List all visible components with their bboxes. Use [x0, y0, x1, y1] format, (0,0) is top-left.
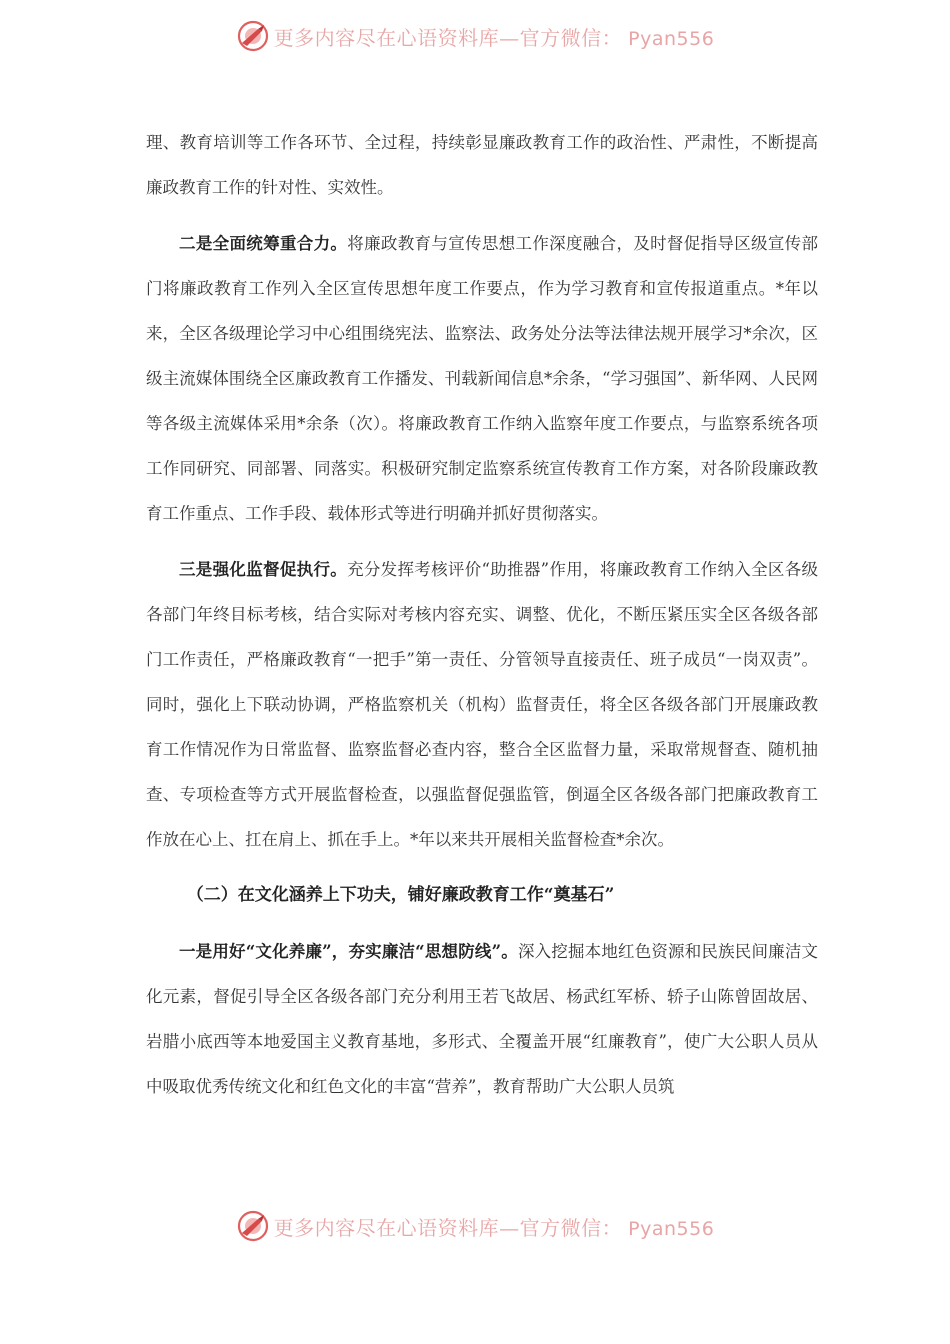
header-banner — [0, 14, 950, 58]
banner-text: 更多内容尽在心语资料库—官方微信： Pyan556 — [273, 1215, 715, 1240]
paragraph-text: 深入挖掘本地红色资源和民族民间廉洁文化元素，督促引导全区各级各部门充分利用王若飞故居、杨武红军桥、轿子山陈曾固故居、岩腊小底西等本地爱国主义教育基地，多形式、全覆盖开展“红廉教育”，使广大公职人员从中吸取优秀传统文化和红色文化的丰富“营养”，教育帮助广大公职人员筑 — [146, 942, 819, 1096]
paragraph-lead: 一是用好“文化养廉”，夯实廉洁“思想防线”。 — [179, 942, 518, 961]
paragraph-lead: 二是全面统筹重合力。 — [179, 234, 348, 253]
section-heading: （二）在文化涵养上下功夫，铺好廉政教育工作“奠基石” — [186, 885, 615, 905]
paragraph-continued: 理、教育培训等工作各环节、全过程，持续彰显廉政教育工作的政治性、严肃性，不断提高廉政教育工作的针对性、实效性。 — [146, 133, 818, 197]
paragraph-text: 充分发挥考核评价“助推器”作用，将廉政教育工作纳入全区各级各部门年终目标考核，结合实际对考核内容充实、调整、优化，不断压紧压实全区各级各部门工作责任，严格廉政教育“一把手”第一责任、分管领导直接责任、班子成员“一岗双责”。同时，强化上下联动协调，严格监察机关（机构）监督责任，将全区各级各部门开展廉政教育工作情况作为日常监督、监察监督必查内容，整合全区监督力量，采取常规督查、随机抽查、专项检查等方式开展监督检查，以强监督促强监管，倒逼全区各级各部门把廉政教育工作放在心上、扛在肩上、抓在手上。*年以来共开展相关监督检查*余次。 — [146, 560, 818, 849]
wechat-id: Pyan556 — [628, 1217, 715, 1240]
logo-icon — [236, 1209, 270, 1243]
logo-icon — [236, 19, 270, 53]
paragraph-lead: 三是强化监督促执行。 — [179, 560, 348, 579]
paragraph-text: 将廉政教育与宣传思想工作深度融合，及时督促指导区级宣传部门将廉政教育工作列入全区宣传思想年度工作要点，作为学习教育和宣传报道重点。*年以来，全区各级理论学习中心组围绕宪法、监察法、政务处分法等法律法规开展学习*余次，区级主流媒体围绕全区廉政教育工作播发、刊载新闻信息*余条，“学习强国”、新华网、人民网等各级主流媒体采用*余条（次）。将廉政教育工作纳入监察年度工作要点，与监察系统各项工作同研究、同部署、同落实。积极研究制定监察系统宣传教育工作方案，对各阶段廉政教育工作重点、工作手段、载体形式等进行明确并抓好贯彻落实。 — [146, 234, 819, 523]
paragraph-supervision — [146, 547, 818, 862]
paragraph-coordination — [146, 221, 818, 536]
paragraph-culture — [146, 929, 818, 1109]
footer-banner — [0, 1204, 950, 1248]
wechat-id: Pyan556 — [628, 27, 715, 50]
document-body — [146, 120, 818, 1109]
banner-text: 更多内容尽在心语资料库—官方微信： Pyan556 — [273, 25, 715, 50]
